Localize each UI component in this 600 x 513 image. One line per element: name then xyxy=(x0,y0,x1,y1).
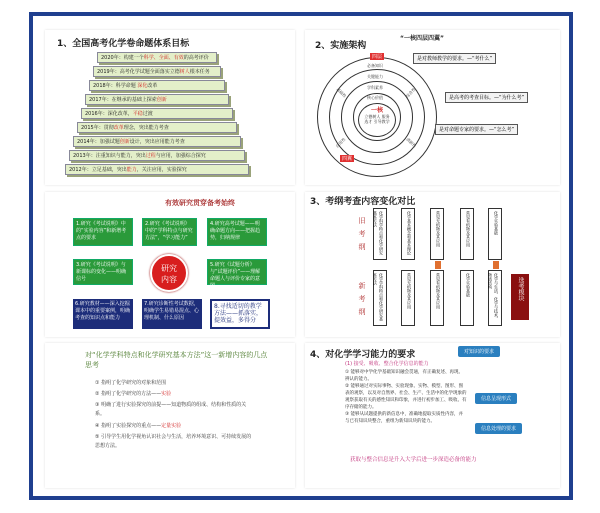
panel-new-content xyxy=(45,343,295,488)
research-box: 6.研究教材——深入挖掘课本中的重要案例，明确考查的知识点和能力 xyxy=(73,299,133,329)
step-text: 2015年：贯彻 xyxy=(81,125,114,131)
step-text: 设计，突出应用能力考查 xyxy=(129,139,185,145)
item-highlight: 定量实验 xyxy=(161,423,182,429)
research-box: 3.研究《考试说明》与新课标的变化——明确信号 xyxy=(73,259,133,285)
panel-framework xyxy=(305,30,560,185)
ability-list xyxy=(345,369,467,425)
elective-module-badge: 选考模块 xyxy=(511,274,529,320)
old-syllabus-label: 旧考纲 xyxy=(358,217,366,256)
callout: 是高考的考查目标。—“为什么考” xyxy=(445,92,528,103)
timeline-step xyxy=(89,80,225,91)
four-layers-tag: 四层 xyxy=(372,54,383,60)
old-syllabus-column: 常见无机物及其应用 xyxy=(430,208,444,260)
step-text: 改革 xyxy=(113,125,124,131)
new-syllabus-column: 化学实验基础 xyxy=(460,270,474,326)
item-text: ③ 明确了进行实验探究的前提——知道物质的组成、结构和性质的关系。 xyxy=(95,402,247,417)
timeline-step xyxy=(77,122,237,133)
step-text: 2016年：深化改革， xyxy=(85,111,133,117)
wing-label: 基础性 xyxy=(335,86,348,99)
callout-bubble: 信息呈现形式 xyxy=(475,393,517,404)
research-box: 7.研究诊断性考试数据，明确学生易错易混点、心理机制、什么原因 xyxy=(142,299,202,329)
timeline-step xyxy=(65,164,249,175)
down-arrow-icon xyxy=(493,261,499,269)
panel-title: 对“化学学科特点和化学研究基本方法”这一新增内容的几点思考 xyxy=(85,351,268,369)
timeline-step xyxy=(81,108,233,119)
core-circle xyxy=(358,103,396,137)
new-syllabus-column: 化学与生活、化学与技术、物质结构 xyxy=(488,270,502,326)
four-wings-tag: 四翼 xyxy=(342,156,353,162)
item-text: ② 指明了化学研究的方法—— xyxy=(95,391,162,397)
step-text: 科学、全面、有效 xyxy=(143,55,184,61)
new-syllabus-column: 常见有机物及其应用 xyxy=(430,270,444,326)
conclusion: 获取与整合信息是升入大学后进一步深造必备的能力 xyxy=(350,457,477,463)
step-text: 过渡 xyxy=(142,111,153,117)
panel-title: 4、对化学学习能力的要求 xyxy=(310,350,416,360)
ring-label: 关键能力 xyxy=(367,74,383,79)
step-text: 能力 xyxy=(126,167,137,173)
step-text: 根本任务 xyxy=(189,69,210,75)
timeline-step xyxy=(93,66,221,77)
subheading: (1) 接受、吸收、整合化学信息的能力 xyxy=(345,361,429,367)
step-text: 2013年：注重知识与能力，突出 xyxy=(73,153,146,159)
step-text: 创新 xyxy=(119,139,130,145)
item-text: ① 指明了化学研究的对象和范围 xyxy=(95,380,167,386)
core-text: 立德树人 服务选才 引导教学 xyxy=(364,114,390,124)
wing-label: 综合性 xyxy=(404,86,417,99)
panel-research xyxy=(45,192,295,337)
old-syllabus-column: 化学实验基础 xyxy=(488,208,502,260)
wing-label: 应用性 xyxy=(334,136,347,149)
research-box: 8.寻找适切的教学方法——抓落实，提效益，多得分 xyxy=(210,299,270,329)
old-syllabus-column: 常见有机物及其应用 xyxy=(460,208,474,260)
panel-exam-goals xyxy=(45,30,295,185)
research-box: 1.研究《考试说明》中的“实验内容”和新增考点的要求 xyxy=(73,218,133,246)
step-text: 2018年：科学命题 xyxy=(93,83,138,89)
down-arrow-icon xyxy=(435,261,441,269)
panel-title: 有效研究贯穿备考始终 xyxy=(165,199,235,207)
panel-syllabus-compare xyxy=(305,192,560,337)
thought-item xyxy=(95,433,255,451)
timeline-step xyxy=(85,94,229,105)
ring-label: 核心价值 xyxy=(367,95,383,100)
step-text: 改革 xyxy=(147,83,158,89)
framework-subtitle: “一核四层四翼” xyxy=(400,35,444,42)
step-text: 的高考评价 xyxy=(183,55,209,61)
old-syllabus-column: 化学基本概念和基本理论 xyxy=(401,208,415,260)
new-syllabus-column: 常见无机物及其应用 xyxy=(401,270,415,326)
thought-item xyxy=(95,379,255,388)
thought-item xyxy=(95,390,255,399)
panel-title: 1、全国高考化学卷命题体系目标 xyxy=(57,39,190,49)
step-text: 过程 xyxy=(145,153,156,159)
panel-ability xyxy=(305,343,560,488)
research-box: 4.研究高考试题——明确命题方向——把握趋势，归纳规律 xyxy=(207,218,267,246)
thought-item xyxy=(95,422,255,431)
ability-item: ③ 能够从试题提供的新信息中，准确地提取实质性内容，并与已有知识块整合，重组为新知识块的能力。 xyxy=(345,412,463,424)
step-text: 2020年：构建一个 xyxy=(101,55,144,61)
step-text: 创新 xyxy=(156,97,167,103)
timeline-step xyxy=(69,150,245,161)
item-highlight: 实验 xyxy=(161,391,172,397)
new-syllabus-label: 新考纲 xyxy=(358,282,366,321)
ring-label: 学科素养 xyxy=(367,85,383,90)
step-text: 2017年：在继承的基础上探索 xyxy=(89,97,157,103)
step-text: 树人 xyxy=(179,69,190,75)
step-text: 理念，突出能力考查 xyxy=(123,125,169,131)
callout-bubble: 信息处理的要求 xyxy=(475,423,522,434)
item-text: ④ 指明了实验探究的重点—— xyxy=(95,423,162,429)
timeline-step xyxy=(97,52,217,63)
thought-item xyxy=(95,401,255,419)
panel-title: 3、考纲考查内容变化对比 xyxy=(310,197,416,207)
step-text: 2012年：立足基础，突出 xyxy=(69,167,127,173)
step-text: 平稳 xyxy=(132,111,143,117)
ability-item: ② 能够通过对实际事物、实验现象、实物、模型、图形、图表的观察，以及对自然界、社会、生产、生活中的化学现象的观察获取有关的感性知识和印象，并进行初步加工、吸收、有序存储的能力。 xyxy=(345,384,467,410)
step-text: 深化 xyxy=(137,83,148,89)
step-text: 2019年：高考化学试题全面落实立德 xyxy=(97,69,180,75)
timeline-step xyxy=(73,136,241,147)
core-label: 一核 xyxy=(370,107,383,114)
ability-item: ① 能够对中学化学基础知识融会贯通，有正确复述、再现、辨认的能力。 xyxy=(345,370,463,382)
item-text: ⑤ 引导学生用化学视角认识社会与生活，培养环境意识、可持续发展的思想方法。 xyxy=(95,434,252,449)
step-text: ，关注应用，实验探究 xyxy=(136,167,187,173)
research-center: 研究内容 xyxy=(150,254,188,292)
step-text: 与应用，加强综合探究 xyxy=(155,153,206,159)
callout: 是对命题专家的要求。—“怎么考” xyxy=(435,124,518,135)
research-box: 2.研究《考试说明》中的“学科特点与研究方法”，“学习能力” xyxy=(142,218,197,246)
wing-label: 创新性 xyxy=(405,136,418,149)
step-text: 2014年：加强试题 xyxy=(77,139,120,145)
new-syllabus-column: 化学学科特点和化学研究基本方法 xyxy=(373,270,387,326)
research-box: 5.研究《试题分析》与“试题评价”——理解命题人与评价专家的意图 xyxy=(207,259,267,285)
callout: 是对教师教学的要求。—“考什么” xyxy=(413,53,496,64)
old-syllabus-column: 化学科学特点和化学研究基本方法 xyxy=(373,208,387,260)
panel-title: 2、实施架构 xyxy=(315,41,367,51)
callout-bubble: 对知识的要求 xyxy=(458,346,500,357)
ring-label: 必备知识 xyxy=(367,63,383,68)
